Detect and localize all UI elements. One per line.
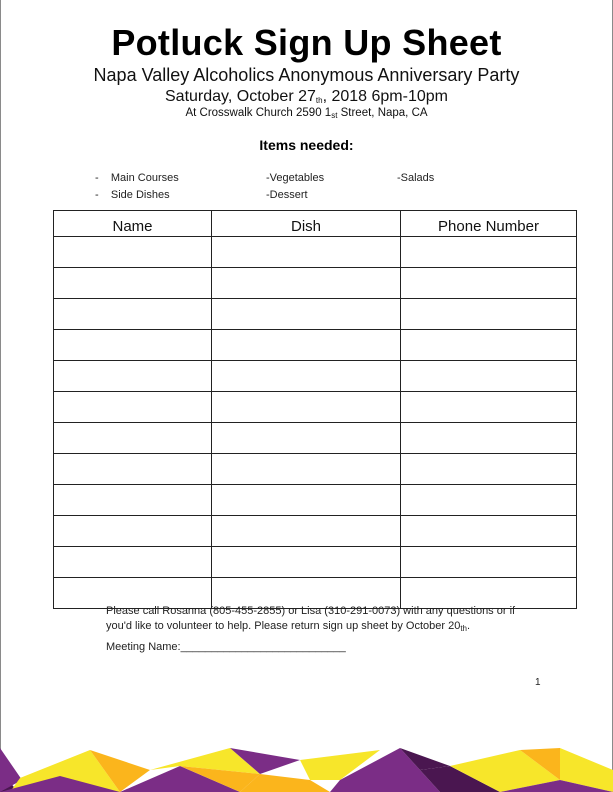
name-cell[interactable] [54, 330, 212, 361]
name-cell[interactable] [54, 392, 212, 423]
event-location-rest: Street, Napa, CA [337, 107, 428, 119]
name-cell[interactable] [54, 423, 212, 454]
phone-cell[interactable] [401, 423, 577, 454]
dish-cell[interactable] [212, 268, 401, 299]
dish-cell[interactable] [212, 392, 401, 423]
dish-cell[interactable] [212, 547, 401, 578]
phone-cell[interactable] [401, 485, 577, 516]
dish-cell[interactable] [212, 299, 401, 330]
table-row [54, 454, 577, 485]
table-header-row [54, 211, 577, 237]
table-row [54, 361, 577, 392]
dish-cell[interactable] [212, 423, 401, 454]
table-row [54, 299, 577, 330]
phone-cell[interactable] [401, 299, 577, 330]
item-salads: -Salads [397, 172, 435, 184]
dish-cell[interactable] [212, 361, 401, 392]
dish-cell[interactable] [212, 516, 401, 547]
item-side-dishes: - Side Dishes [95, 189, 170, 201]
phone-cell[interactable] [401, 516, 577, 547]
dish-cell[interactable] [212, 454, 401, 485]
dish-cell[interactable] [212, 237, 401, 268]
table-row [54, 485, 577, 516]
item-dessert: -Dessert [266, 189, 308, 201]
event-date-ordinal: th [315, 96, 323, 105]
name-cell[interactable] [54, 516, 212, 547]
column-header-dish: Dish [212, 211, 401, 237]
phone-cell[interactable] [401, 392, 577, 423]
dish-cell[interactable] [212, 485, 401, 516]
event-location-prefix: At Crosswalk Church 2590 1 [185, 107, 332, 119]
event-date-prefix: Saturday, October 27 [165, 88, 316, 105]
phone-cell[interactable] [401, 547, 577, 578]
table-row [54, 516, 577, 547]
name-cell[interactable] [54, 454, 212, 485]
event-location-ordinal: st [331, 111, 338, 120]
event-location [0, 107, 613, 119]
event-subtitle: Napa Valley Alcoholics Anonymous Anniversary Party [93, 65, 520, 85]
phone-cell[interactable] [401, 361, 577, 392]
page-number: 1 [535, 677, 541, 688]
name-cell[interactable] [54, 299, 212, 330]
items-needed-heading: Items needed: [259, 137, 354, 153]
table-row [54, 268, 577, 299]
dish-cell[interactable] [212, 330, 401, 361]
event-date-rest: , 2018 6pm-10pm [322, 88, 448, 105]
contact-notes-line2: you'd like to volunteer to help. Please return sign up sheet by October $20_{th}$. [106, 620, 471, 633]
name-cell[interactable] [54, 237, 212, 268]
table-row [54, 547, 577, 578]
phone-cell[interactable] [401, 237, 577, 268]
meeting-name-line[interactable]: Meeting Name:___________________________ [106, 641, 346, 653]
name-cell[interactable] [54, 485, 212, 516]
table-row [54, 423, 577, 454]
event-date [0, 88, 613, 106]
contact-notes-line1: Please call Rosanna (805-455-2855) or Lisa (310-291-0073) with any questions or if [106, 605, 516, 617]
table-row [54, 392, 577, 423]
signup-table-body [54, 237, 577, 609]
table-row [54, 237, 577, 268]
phone-cell[interactable] [401, 454, 577, 485]
name-cell[interactable] [54, 547, 212, 578]
signup-table [53, 210, 577, 609]
item-vegetables: -Vegetables [266, 172, 325, 184]
phone-cell[interactable] [401, 330, 577, 361]
name-cell[interactable] [54, 361, 212, 392]
table-row [54, 330, 577, 361]
item-main-courses: - Main Courses [95, 172, 179, 184]
page-title: Potluck Sign Up Sheet [111, 22, 502, 63]
name-cell[interactable] [54, 268, 212, 299]
column-header-name: Name [54, 211, 212, 237]
contact-notes [106, 604, 536, 634]
phone-cell[interactable] [401, 268, 577, 299]
column-header-phone: Phone Number [401, 211, 577, 237]
decorative-footer-triangles [0, 740, 613, 792]
